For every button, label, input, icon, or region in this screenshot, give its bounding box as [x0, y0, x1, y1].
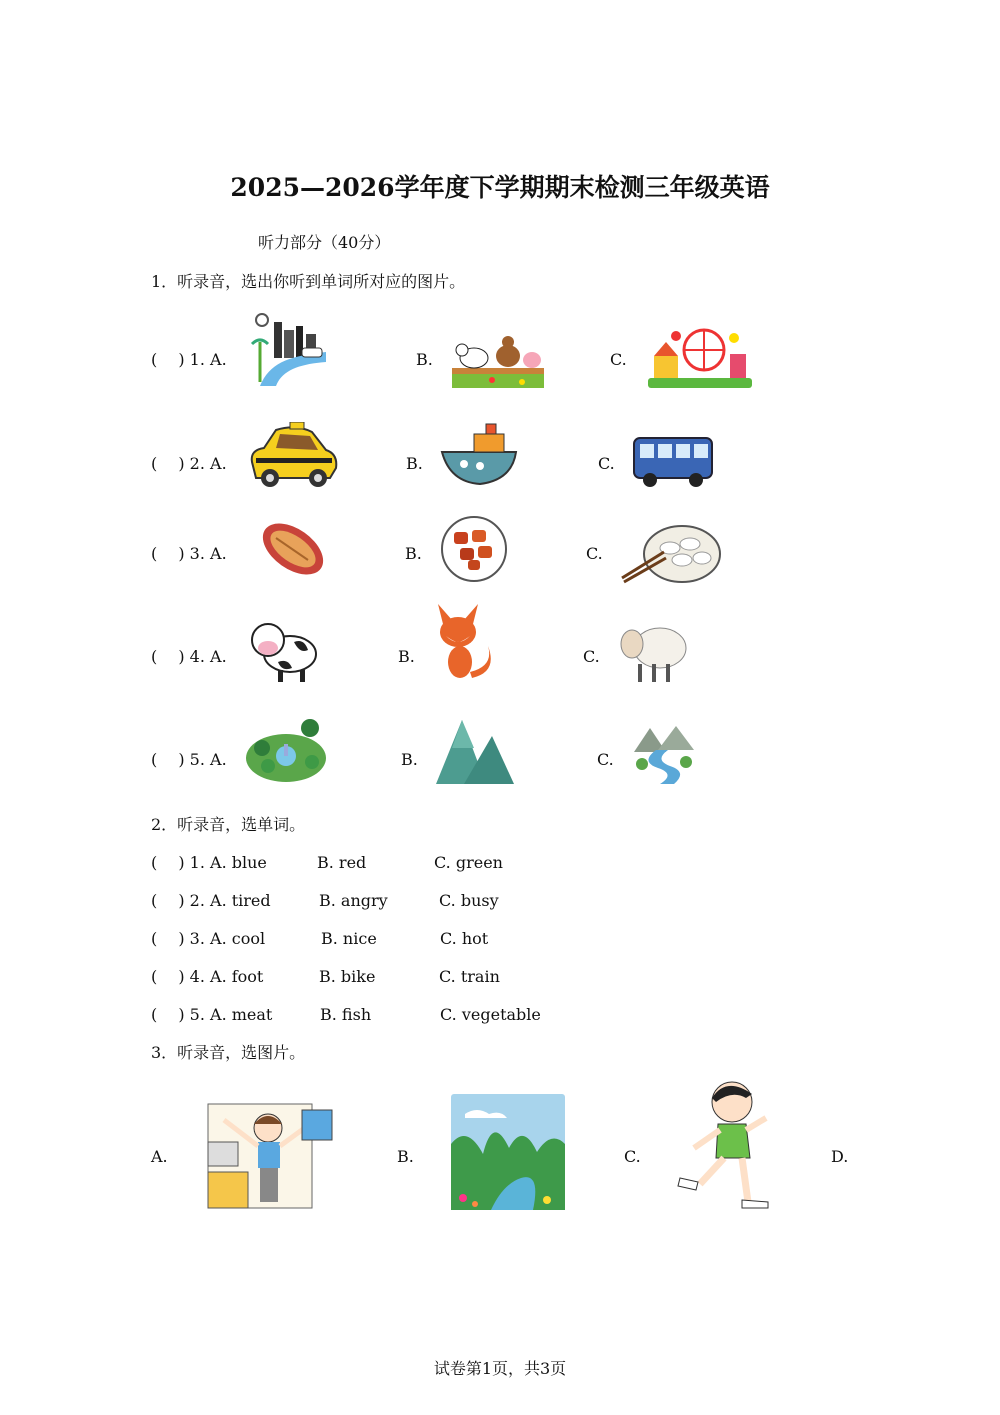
s3-option-a: A. [151, 1147, 168, 1166]
s2-row4-b: B. bike [319, 967, 376, 986]
s2-row3-b: B. nice [321, 929, 377, 948]
s2-row1-c: C. green [434, 853, 503, 872]
taxi-icon [246, 422, 340, 488]
cow-icon [248, 614, 320, 684]
s1-row1-c: C. [610, 350, 627, 369]
s1-row5-label: ( ) 5. A. [151, 750, 227, 769]
page-footer: 试卷第1页，共3页 [433, 1359, 567, 1378]
amusement-park-icon [646, 326, 754, 390]
sheep-icon [616, 616, 688, 684]
s2-row2-label: ( ) 2. A. tired [151, 891, 271, 910]
mountains-icon [434, 718, 516, 786]
s1-row1-label: ( ) 1. A. [151, 350, 227, 369]
s2-row4-label: ( ) 4. A. foot [151, 967, 264, 986]
s1-row3-label: ( ) 3. A. [151, 544, 227, 563]
city-road-icon [250, 312, 328, 386]
s1-row5-b: B. [401, 750, 418, 769]
boy-running-icon [676, 1078, 772, 1210]
ship-icon [440, 422, 524, 488]
s3-option-c: C. [624, 1147, 641, 1166]
s1-row2-b: B. [406, 454, 423, 473]
s1-row2-label: ( ) 2. A. [151, 454, 227, 473]
s2-row2-b: B. angry [319, 891, 388, 910]
bus-icon [632, 436, 714, 488]
park-icon [246, 718, 328, 786]
s1-row5-c: C. [597, 750, 614, 769]
s2-row2-c: C. busy [439, 891, 499, 910]
section2-heading: 2．听录音，选单词。 [151, 815, 306, 834]
section1-heading: 1．听录音，选出你听到单词所对应的图片。 [151, 272, 466, 291]
s1-row1-b: B. [416, 350, 433, 369]
s2-row1-b: B. red [317, 853, 367, 872]
s3-option-d: D. [831, 1147, 849, 1166]
river-icon [630, 722, 702, 784]
s3-option-b: B. [397, 1147, 414, 1166]
landscape-icon [451, 1094, 565, 1210]
s1-row4-b: B. [398, 647, 415, 666]
listening-header: 听力部分（40分） [258, 233, 391, 252]
s2-row1-label: ( ) 1. A. blue [151, 853, 267, 872]
s1-row4-label: ( ) 4. A. [151, 647, 227, 666]
s2-row5-label: ( ) 5. A. meat [151, 1005, 273, 1024]
farm-animals-icon [452, 328, 544, 388]
s1-row4-c: C. [583, 647, 600, 666]
girl-cleaning-icon [206, 1102, 336, 1210]
s1-row2-c: C. [598, 454, 615, 473]
bread-icon [258, 518, 328, 580]
s2-row5-b: B. fish [320, 1005, 372, 1024]
s1-row3-b: B. [405, 544, 422, 563]
fox-icon [432, 602, 496, 684]
s2-row3-label: ( ) 3. A. cool [151, 929, 266, 948]
s2-row5-c: C. vegetable [440, 1005, 541, 1024]
meat-dish-icon [440, 516, 508, 582]
s2-row4-c: C. train [439, 967, 500, 986]
s1-row3-c: C. [586, 544, 603, 563]
dumplings-icon [620, 522, 722, 584]
page-title: 2025—2026学年度下学期期末检测三年级英语 [230, 173, 770, 202]
s2-row3-c: C. hot [440, 929, 489, 948]
section3-heading: 3．听录音，选图片。 [151, 1043, 306, 1062]
